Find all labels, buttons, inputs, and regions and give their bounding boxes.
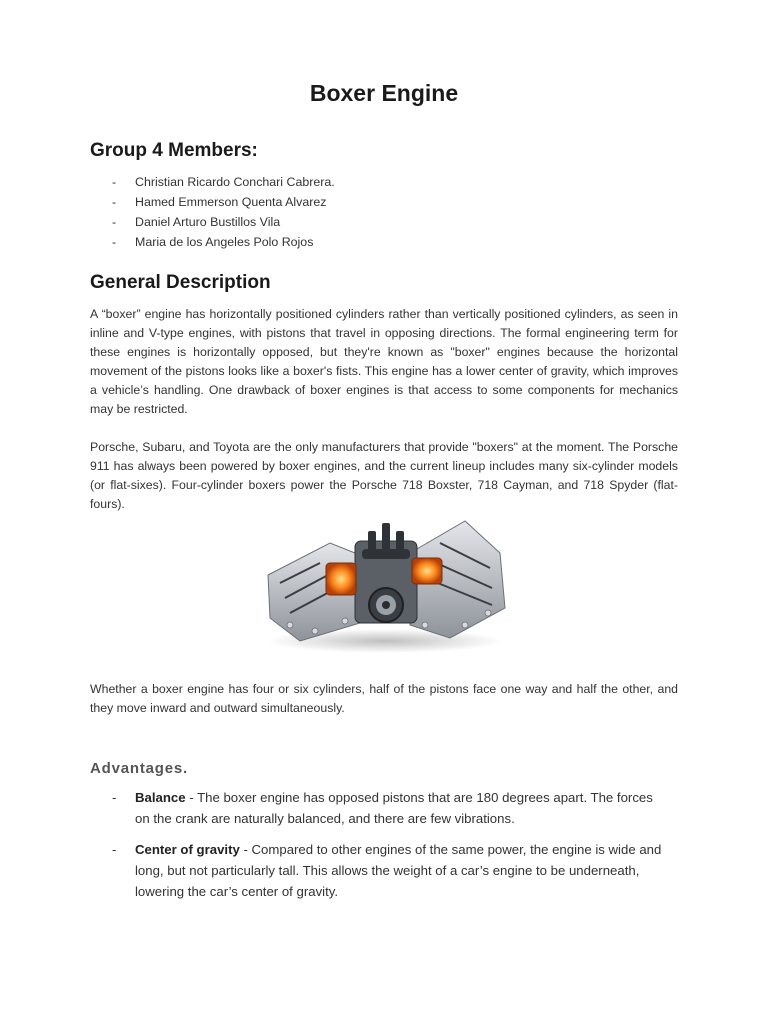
list-item — [90, 173, 335, 193]
page-title: Boxer Engine — [309, 80, 459, 106]
member-name: Christian Ricardo Conchari Cabrera. — [135, 175, 335, 189]
list-item — [90, 193, 335, 213]
general-paragraph-3: Whether a boxer engine has four or six cylinders, half of the pistons face one way and half the other, and they move inward and outward simultaneously. — [90, 682, 678, 715]
advantages-heading: Advantages. — [90, 760, 188, 777]
advantage-text: - The boxer engine has opposed pistons that are 180 degrees apart. The forces on the crank are naturally balanced, and there are few vibrations. — [135, 790, 653, 826]
list-item — [90, 839, 670, 902]
list-dash: - — [112, 215, 117, 229]
advantages-list — [90, 787, 670, 912]
list-dash: - — [112, 175, 117, 189]
list-dash: - — [112, 195, 117, 209]
boxer-engine-image — [260, 513, 510, 653]
member-name: Daniel Arturo Bustillos Vila — [135, 215, 281, 229]
members-heading: Group 4 Members: — [90, 140, 258, 161]
list-item — [90, 233, 335, 253]
advantage-text: - Compared to other engines of the same power, the engine is wide and long, but not particularly tall. This allows the weight of a car’s engine to be underneath, lowering the car’s center of gravity. — [135, 842, 662, 899]
general-paragraph-2: Porsche, Subaru, and Toyota are the only manufacturers that provide "boxers" at the moment. The Porsche 911 has always been powered by boxer engines, and the current lineup includes many six-cylinder models (or flat-sixes). Four-cylinder boxers power the Porsche 718 Boxster, 718 Cayman, and 718 Spyder (flat-fours). — [90, 440, 678, 511]
list-dash: - — [112, 842, 117, 857]
list-dash: - — [112, 235, 117, 249]
list-item — [90, 787, 670, 829]
list-dash: - — [112, 790, 117, 805]
advantage-term: Balance — [135, 790, 186, 805]
general-paragraph-1: A “boxer” engine has horizontally positioned cylinders rather than vertically positioned cylinders, as seen in inline and V-type engines, with pistons that travel in opposing directions. The formal engineering term for these engines is horizontally opposed, but they're known as "boxer" engines because the horizontal movement of the pistons looks like a boxer's fists. This engine has a lower center of gravity, which improves a vehicle’s handling. One drawback of boxer engines is that access to some components for mechanics may be restricted. — [90, 307, 678, 416]
list-item — [90, 213, 335, 233]
advantage-term: Center of gravity — [135, 842, 240, 857]
member-name: Hamed Emmerson Quenta Alvarez — [135, 195, 327, 209]
members-list — [90, 173, 335, 253]
member-name: Maria de los Angeles Polo Rojos — [135, 235, 314, 249]
general-description-heading: General Description — [90, 272, 271, 293]
